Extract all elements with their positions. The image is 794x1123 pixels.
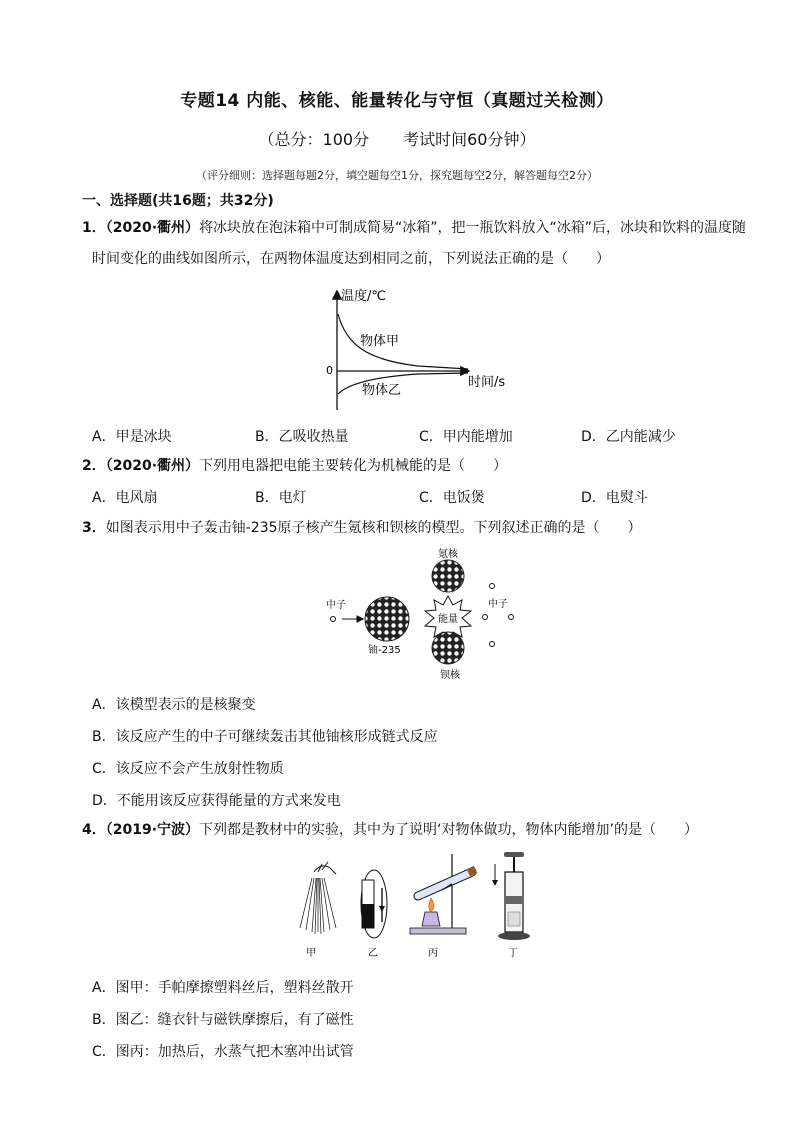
q3-option-a: A．该模型表示的是核聚变 [92,697,256,713]
q1-option-b: B．乙吸收热量 [255,429,349,445]
neutron-left-label: 中子 [326,600,346,611]
experiment-ding-illustration [492,852,530,940]
exam-info [0,127,794,150]
neutron-right-4 [490,642,495,647]
question-2-stem [82,456,507,476]
energy-label: 能量 [438,614,458,625]
label-bing: 丙 [428,948,438,959]
question-source: （2020·衢州） [105,220,200,236]
experiment-jia-illustration [300,862,336,934]
exam-time: 考试时间60分钟） [403,130,536,149]
section-heading: 一、选择题(共16题；共32分) [82,193,274,209]
q4-option-a: A．图甲：手帕摩擦塑料丝后，塑料丝散开 [92,980,354,996]
question-number: 3． [82,520,106,536]
q3-option-c: C．该反应不会产生放射性物质 [92,761,284,777]
textbook-experiments-figure [292,850,532,965]
question-1-stem-line2: 时间变化的曲线如图所示，在两物体温度达到相同之前，下列说法正确的是（ ） [92,251,610,267]
curve-jia-label: 物体甲 [360,334,400,349]
question-number: 1． [82,220,106,236]
page-title: 专题14 内能、核能、能量转化与守恒（真题过关检测） [180,91,614,111]
question-text: 如图表示用中子轰击铀-235原子核产生氪核和钡核的模型。下列叙述正确的是（ ） [105,520,642,536]
origin-label: 0 [326,364,333,377]
x-axis-label: 时间/s [468,375,506,390]
question-1-stem [82,218,746,238]
total-score: （总分：100分 [258,130,370,149]
experiment-yi-illustration [361,870,387,938]
q2-option-b: B．电灯 [255,490,307,506]
q1-option-d: D．乙内能减少 [581,429,676,445]
question-number: 4． [82,822,106,838]
temperature-time-graph [318,282,538,417]
experiment-bing-illustration [410,854,477,934]
question-4-stem [82,820,698,840]
q3-option-b: B．该反应产生的中子可继续轰击其他铀核形成链式反应 [92,729,438,745]
label-yi: 乙 [368,948,378,959]
q4-option-c: C．图丙：加热后，水蒸气把木塞冲出试管 [92,1044,354,1060]
barium-label: 钡核 [440,670,460,681]
question-3-stem [82,518,642,538]
neutron-right-3 [509,615,514,620]
curve-yi-label: 物体乙 [362,383,402,398]
neutron-right-1 [490,584,495,589]
neutron-right-label: 中子 [488,599,508,610]
scoring-note: （评分细则：选择题每题2分，填空题每空1分，探究题每空2分，解答题每空2分） [196,169,598,182]
q1-option-a: A．甲是冰块 [92,429,172,445]
y-axis-label: 温度/℃ [341,289,386,304]
krypton-label: 氪核 [438,549,458,560]
q2-option-d: D．电熨斗 [581,490,648,506]
krypton-nucleus [432,560,464,592]
nuclear-fission-diagram [320,545,520,683]
question-source: （2019·宁波） [105,822,200,838]
q3-option-d: D．不能用该反应获得能量的方式来发电 [92,793,341,809]
question-number: 2． [82,458,106,474]
label-ding: 丁 [508,948,518,959]
neutron-right-2 [483,615,488,620]
q1-option-c: C．甲内能增加 [419,429,513,445]
q2-option-a: A．电风扇 [92,490,158,506]
q4-option-b: B．图乙：缝衣针与磁铁摩擦后，有了磁性 [92,1012,354,1028]
q2-option-c: C．电饭煲 [419,490,485,506]
question-source: （2020·衢州） [105,458,200,474]
curve-jia [338,314,468,369]
uranium-label: 铀-235 [368,645,401,656]
neutron-left [331,617,336,622]
label-jia: 甲 [306,948,316,959]
barium-nucleus [432,632,464,664]
question-text: 将冰块放在泡沫箱中可制成简易“冰箱”，把一瓶饮料放入“冰箱”后，冰块和饮料的温度随 [199,220,747,236]
question-text: 下列用电器把电能主要转化为机械能的是（ ） [199,458,508,474]
question-text: 下列都是教材中的实验，其中为了说明‘对物体做功，物体内能增加’的是（ ） [199,822,698,838]
curve-yi [338,373,468,394]
uranium-nucleus [365,597,409,641]
